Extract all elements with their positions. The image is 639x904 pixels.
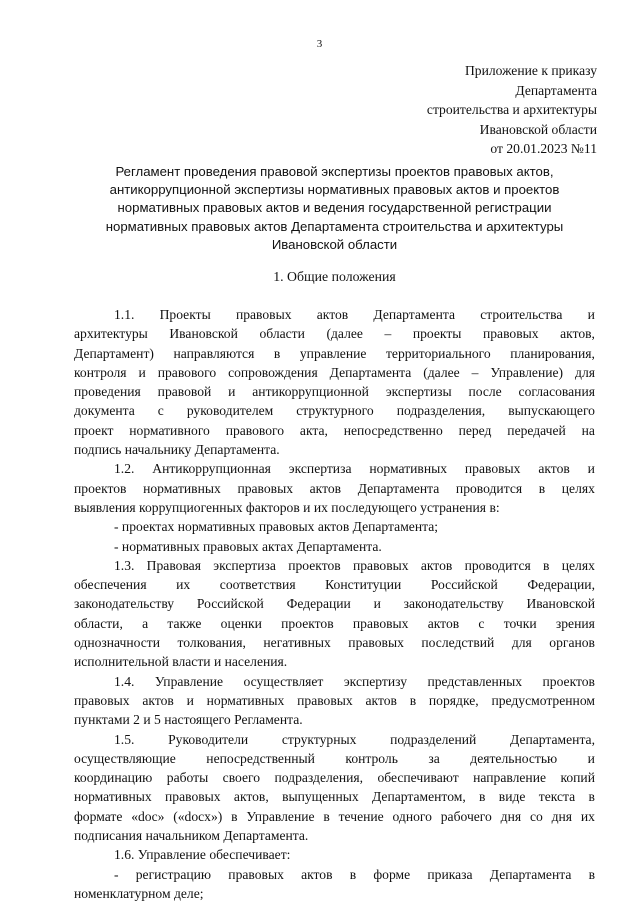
body-word: с [157, 403, 164, 419]
body-word: 1.5. [114, 731, 135, 747]
body-word: проектов [281, 615, 334, 631]
body-word: нормативных [74, 789, 152, 805]
body-word: направляются [173, 345, 255, 361]
body-word: актов [301, 866, 333, 882]
page-number: 3 [316, 38, 323, 50]
body-word: целях [561, 557, 595, 573]
body-word: проекты [412, 326, 462, 342]
approval-date-line: от 20.01.2023 №11 [490, 141, 597, 157]
body-word: одного [392, 808, 432, 824]
body-line [74, 440, 595, 459]
body-line-text: подписания начальником Департамента. [74, 828, 309, 844]
body-line [74, 691, 595, 710]
body-word: согласования [518, 384, 595, 400]
body-word: однозначности [74, 635, 161, 651]
body-word: приказа [427, 866, 473, 882]
body-line-text: исполнительной власти и населения. [74, 654, 288, 670]
body-word: Департамента, [510, 731, 595, 747]
body-word: и [587, 307, 595, 322]
body-line [74, 807, 595, 826]
body-line [74, 421, 595, 440]
body-word: актов [427, 615, 460, 631]
body-word: документа [74, 403, 135, 419]
body-word: правовой [157, 384, 212, 400]
body-word: после [468, 384, 502, 400]
body-line [74, 344, 595, 363]
body-word: нормативных [369, 461, 448, 477]
body-word: негативных [263, 635, 331, 651]
body-word: органов [549, 635, 595, 651]
body-word: «doc» [131, 808, 165, 824]
body-word: за [428, 750, 440, 766]
body-word: правовых [237, 480, 294, 496]
body-line [74, 382, 595, 401]
body-word: проект [74, 422, 114, 438]
body-word: правовых [348, 635, 404, 651]
body-line [74, 517, 595, 536]
body-line [74, 826, 595, 845]
body-word: в [409, 692, 417, 708]
body-word: законодательству [74, 596, 175, 612]
body-word: контроль [345, 750, 398, 766]
body-word: толкования, [177, 635, 246, 651]
body-word: проведения [74, 384, 141, 400]
approval-line: Департамента [515, 82, 597, 98]
body-line [74, 305, 595, 324]
body-word: направление [473, 770, 546, 786]
body-word: Департамента [357, 480, 440, 496]
body-line-text: пунктами 2 и 5 настоящего Регламента. [74, 712, 303, 728]
body-word: и [373, 596, 381, 612]
body-word: (далее [423, 364, 460, 380]
body-word: Ивановской [526, 596, 595, 612]
body-word: строительства [480, 307, 563, 322]
body-word: в [543, 557, 550, 573]
body-word: в [231, 808, 238, 824]
body-word: Департамента [329, 364, 412, 380]
body-word: проектов [288, 557, 341, 573]
body-word: правовых [74, 692, 130, 708]
body-word: регистрацию [135, 866, 212, 882]
body-word: контроля [74, 364, 127, 380]
body-word: дня [500, 808, 522, 824]
body-word: правовых [352, 557, 409, 573]
body-word: Департаментом, [371, 789, 466, 805]
body-word: обеспечивают [377, 770, 459, 786]
body-word: управление [299, 345, 367, 361]
body-line [74, 575, 595, 594]
body-word: деятельностью [470, 750, 558, 766]
body-text [74, 305, 595, 903]
body-word: нормативного [129, 422, 210, 438]
body-word: Антикоррупционная [152, 461, 271, 477]
body-word: экспертизу [343, 673, 407, 689]
body-word: дня [551, 808, 573, 824]
body-line-text: выявления коррупциогенных факторов и их последующего устранения в: [74, 499, 500, 515]
body-word: 1.4. [114, 673, 135, 689]
body-word: в [349, 866, 357, 882]
body-word: и [138, 364, 146, 380]
title-line: Регламент проведения правовой экспертизы проектов правовых актов, [115, 164, 554, 179]
body-word: правового [225, 422, 285, 438]
body-word: их [580, 808, 595, 824]
body-word: осуществляет [243, 673, 324, 689]
body-word: планирования, [510, 345, 595, 361]
body-word: последствий [421, 635, 495, 651]
body-word: передачей [507, 422, 566, 438]
approval-block [427, 61, 597, 159]
body-line [74, 884, 595, 903]
body-line [74, 594, 595, 613]
body-word: Российской [196, 596, 264, 612]
body-word: - [114, 866, 119, 882]
body-word: Ивановской [169, 326, 238, 342]
body-word: правовых [464, 461, 521, 477]
body-word: их [176, 577, 191, 593]
body-word: правовых [165, 789, 221, 805]
body-word: для [575, 364, 595, 380]
title-line: антикоррупционной экспертизы нормативных правовых актов и проектов [109, 182, 560, 198]
body-word: в [538, 480, 546, 496]
body-word: экспертизы [385, 384, 452, 400]
body-line [74, 479, 595, 498]
body-word: актов [316, 307, 349, 322]
body-word: подразделения, [396, 403, 486, 419]
body-word: – [384, 326, 392, 342]
body-word: 1.2. [114, 461, 135, 477]
body-word: со [529, 808, 543, 824]
body-line [74, 498, 595, 517]
body-word: Департамент) [74, 345, 154, 361]
body-word: целях [561, 480, 595, 496]
body-word: правового [157, 364, 217, 380]
body-line [74, 324, 595, 343]
body-line [74, 730, 595, 749]
body-word: Департамента [489, 866, 572, 882]
body-word: в [588, 866, 595, 882]
body-line-text: подпись начальнику Департамента. [74, 442, 280, 458]
body-word: выпускающего [508, 403, 595, 419]
title-line: нормативных правовых актов и ведения государственной регистрации [117, 200, 552, 216]
body-word: обеспечения [74, 577, 147, 593]
body-word: (далее [326, 326, 363, 342]
body-word: осуществляющие [74, 750, 176, 766]
body-word: структурных [281, 731, 357, 747]
body-word: правовых [352, 615, 409, 631]
body-word: проектов [74, 480, 127, 496]
body-line-text: номенклатурном деле; [74, 885, 204, 901]
body-word: порядке, [428, 692, 479, 708]
body-line-text: - проектах нормативных правовых актов Департамента; [114, 519, 439, 535]
body-word: формате [74, 808, 123, 824]
body-word: актов, [560, 326, 595, 342]
body-word: акта, [299, 422, 328, 438]
body-line-text: 1.6. Управление обеспечивает: [114, 847, 291, 863]
body-line [74, 652, 595, 671]
body-word: перед [458, 422, 492, 438]
body-word: на [581, 422, 595, 438]
body-word: Управление) [490, 364, 564, 380]
body-line [74, 556, 595, 575]
body-word: Федерации, [527, 577, 595, 593]
body-word: работы [166, 770, 209, 786]
body-line [74, 633, 595, 652]
body-word: правовых [235, 307, 292, 322]
body-word: своего [222, 770, 261, 786]
title-line: нормативных правовых актов Департамента строительства и архитектуры [105, 218, 564, 234]
body-word: экспертиза [213, 557, 276, 573]
body-word: течение [338, 808, 384, 824]
body-word: проводится [455, 480, 523, 496]
body-word: руководителем [186, 403, 274, 419]
body-word: Управление [154, 673, 224, 689]
body-word: точки [503, 615, 537, 631]
body-word: Правовая [146, 557, 201, 573]
body-word: структурного [296, 403, 374, 419]
body-line [74, 768, 595, 787]
body-word: 1.3. [114, 557, 135, 573]
body-word: и [186, 692, 194, 708]
body-word: экспертиза [288, 461, 352, 477]
body-word: Руководители [168, 731, 249, 747]
title-line: Ивановской области [271, 236, 398, 252]
body-line [74, 401, 595, 420]
body-word: зрения [555, 615, 595, 631]
body-line [74, 749, 595, 768]
body-word: рабочего [440, 808, 492, 824]
body-word: правовых [482, 326, 539, 342]
body-word: Управление [246, 808, 315, 824]
body-word: актов [309, 480, 342, 496]
body-line [74, 363, 595, 382]
body-word: непосредственно [343, 422, 443, 438]
body-word: 1.1. [114, 307, 135, 322]
body-word: Федерации [286, 596, 351, 612]
body-word: нормативных [206, 692, 285, 708]
body-word: актов, [233, 789, 269, 805]
body-word: копий [560, 770, 595, 786]
body-word: для [511, 635, 532, 651]
body-word: виде [498, 789, 526, 805]
body-line-text: - нормативных правовых актах Департамента. [114, 538, 382, 554]
body-word: выпущенных [282, 789, 359, 805]
body-word: Проекты [159, 307, 211, 322]
body-word: в [323, 808, 330, 824]
body-word: подразделения, [274, 770, 364, 786]
body-word: соответствия [219, 577, 296, 593]
body-word: архитектуры [74, 326, 148, 342]
body-word: форме [373, 866, 411, 882]
body-word: («docx») [173, 808, 223, 824]
body-word: законодательству [403, 596, 504, 612]
body-word: и [587, 750, 595, 766]
body-line [74, 537, 595, 556]
approval-line: строительства и архитектуры [426, 102, 597, 118]
approval-line: Приложение к приказу [464, 63, 597, 78]
body-line [74, 672, 595, 691]
body-word: актов [142, 692, 174, 708]
body-word: сопровождения [228, 364, 318, 380]
body-word: предусмотренном [491, 692, 595, 708]
body-word: оценки [220, 615, 262, 631]
body-word: актов [420, 557, 453, 573]
body-word: непосредственный [206, 750, 315, 766]
body-line [74, 787, 595, 806]
body-word: актов [538, 461, 570, 477]
body-word: координацию [74, 770, 153, 786]
body-word: в [588, 789, 595, 805]
body-word: – [471, 364, 479, 380]
body-word: а [142, 615, 149, 631]
body-word: в [273, 345, 281, 361]
body-word: и [228, 384, 236, 400]
body-word: текста [538, 789, 576, 805]
body-word: также [167, 615, 202, 631]
body-word: территориального [385, 345, 491, 361]
body-word: с [478, 615, 485, 631]
body-word: Российской [430, 577, 498, 593]
body-word: правовых [228, 866, 284, 882]
body-word: проводится [464, 557, 531, 573]
body-line [74, 845, 595, 864]
approval-line: Ивановской области [479, 121, 597, 137]
body-word: области [259, 326, 305, 342]
body-word: представленных [427, 673, 523, 689]
body-word: Конституции [325, 577, 402, 593]
document-title [60, 163, 609, 254]
section-heading: 1. Общие положения [273, 269, 396, 284]
body-word: подразделений [390, 731, 477, 747]
body-line [74, 865, 595, 884]
body-word: области, [74, 615, 123, 631]
body-word: антикоррупционной [252, 384, 369, 400]
body-word: правовых [297, 692, 353, 708]
body-word: актов [365, 692, 397, 708]
body-word: проектов [542, 673, 595, 689]
body-line [74, 459, 595, 478]
body-word: и [587, 461, 595, 477]
body-line [74, 710, 595, 729]
body-line [74, 614, 595, 633]
body-word: нормативных [143, 480, 221, 496]
body-word: в [479, 789, 486, 805]
body-word: Департамента [373, 307, 455, 322]
